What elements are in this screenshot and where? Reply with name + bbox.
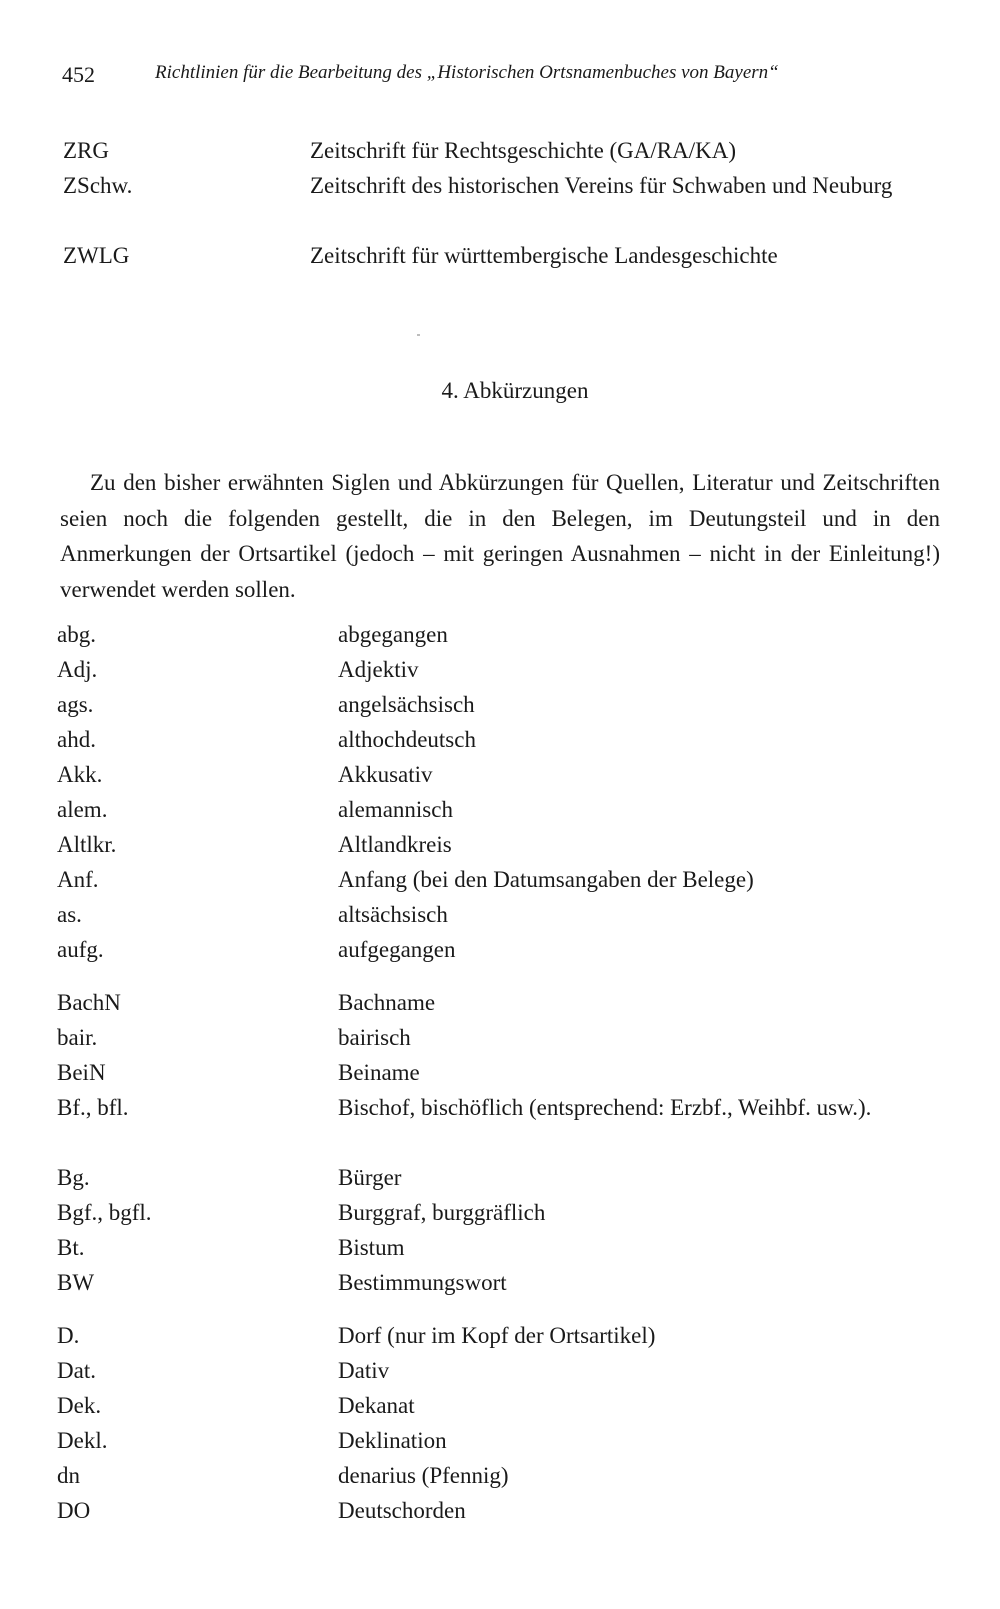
expansion: Altlandkreis — [338, 832, 452, 857]
abbreviation: BeiN — [57, 1060, 106, 1085]
expansion: Zeitschrift des historischen Vereins für Schwaben und Neuburg — [310, 173, 893, 198]
abbreviation: BW — [57, 1270, 95, 1295]
abbreviation: Bf., bfl. — [57, 1095, 129, 1120]
abbreviation: abg. — [57, 622, 96, 647]
list-item — [0, 687, 1000, 722]
section-heading: 4. Abkürzungen — [441, 378, 589, 403]
list-item — [0, 238, 1000, 273]
list-item — [0, 1493, 1000, 1528]
abbreviation: D. — [57, 1323, 80, 1348]
list-item — [0, 1388, 1000, 1423]
list-item — [0, 827, 1000, 862]
page-number: 452 — [62, 62, 95, 87]
journal-abbreviation-list — [0, 133, 1000, 273]
abbreviation: Dek. — [57, 1393, 102, 1418]
expansion: denarius (Pfennig) — [338, 1463, 509, 1488]
expansion: Bischof, bischöflich (entsprechend: Erzbf., Weihbf. usw.). — [338, 1095, 872, 1120]
list-item — [0, 652, 1000, 687]
expansion: Deklination — [338, 1428, 447, 1453]
expansion: altsächsisch — [338, 902, 448, 927]
abbreviation: alem. — [57, 797, 108, 822]
abbreviation: Akk. — [57, 762, 103, 787]
abbreviation: as. — [57, 902, 82, 927]
abbreviation: BachN — [57, 990, 121, 1015]
expansion: Adjektiv — [338, 657, 419, 682]
abbreviation: Altlkr. — [57, 832, 117, 857]
expansion: aufgegangen — [338, 937, 456, 962]
list-item — [0, 792, 1000, 827]
expansion: Bistum — [338, 1235, 405, 1260]
abbreviation: Bt. — [57, 1235, 85, 1260]
abbreviation: DO — [57, 1498, 91, 1523]
expansion: Beiname — [338, 1060, 420, 1085]
list-item — [0, 862, 1000, 897]
abbreviation: ZSchw. — [63, 173, 133, 198]
expansion: Akkusativ — [338, 762, 433, 787]
expansion: Dekanat — [338, 1393, 415, 1418]
expansion: Dativ — [338, 1358, 390, 1383]
expansion: Bestimmungswort — [338, 1270, 507, 1295]
abbreviation: aufg. — [57, 937, 104, 962]
abbreviation: ZRG — [63, 138, 109, 163]
list-item — [0, 1195, 1000, 1230]
running-title: Richtlinien für die Bearbeitung des „Historischen Ortsnamenbuches von Bayern“ — [155, 62, 779, 83]
abbreviation: Dekl. — [57, 1428, 108, 1453]
list-item — [0, 1423, 1000, 1458]
list-item — [0, 1265, 1000, 1300]
abbreviation: Dat. — [57, 1358, 96, 1383]
list-item — [0, 168, 1000, 238]
expansion: Anfang (bei den Datumsangaben der Belege) — [338, 867, 754, 892]
abbreviation: Bgf., bgfl. — [57, 1200, 152, 1225]
list-item — [0, 757, 1000, 792]
abbreviation: Anf. — [57, 867, 99, 892]
list-item — [0, 1055, 1000, 1090]
list-item — [0, 1458, 1000, 1493]
list-item — [0, 897, 1000, 932]
abbreviation: Adj. — [57, 657, 98, 682]
list-item — [0, 932, 1000, 967]
list-item — [0, 1020, 1000, 1055]
expansion: Bürger — [338, 1165, 402, 1190]
list-item — [0, 1160, 1000, 1195]
list-item — [0, 722, 1000, 757]
expansion: Deutschorden — [338, 1498, 466, 1523]
list-item — [0, 1090, 1000, 1160]
expansion: abgegangen — [338, 622, 448, 647]
list-item — [0, 1353, 1000, 1388]
expansion: alemannisch — [338, 797, 453, 822]
expansion: angelsächsisch — [338, 692, 475, 717]
expansion: Burggraf, burggräflich — [338, 1200, 546, 1225]
list-item — [0, 617, 1000, 652]
expansion: Zeitschrift für Rechtsgeschichte (GA/RA/KA) — [310, 138, 737, 163]
list-item — [0, 985, 1000, 1020]
expansion: althochdeutsch — [338, 727, 476, 752]
expansion: Bachname — [338, 990, 436, 1015]
abbreviation: bair. — [57, 1025, 98, 1050]
list-item — [0, 1230, 1000, 1265]
expansion: Dorf (nur im Kopf der Ortsartikel) — [338, 1323, 656, 1348]
expansion: bairisch — [338, 1025, 411, 1050]
list-item — [0, 133, 1000, 168]
decorative-dot — [417, 334, 420, 336]
abbreviation-list — [0, 617, 1000, 1528]
abbreviation: Bg. — [57, 1165, 90, 1190]
abbreviation: ZWLG — [63, 243, 130, 268]
list-item — [0, 1318, 1000, 1353]
intro-paragraph: Zu den bisher erwähnten Siglen und Abkürzungen für Quellen, Literatur und Zeitschriften seien noch die folgenden gestellt, die in den Belegen, im Deutungsteil und in den Anmerkungen der Ortsartikel (jedoch – mit geringen Ausnahmen – nicht in der Einleitung!) verwendet werden sollen. — [60, 470, 940, 602]
abbreviation: ahd. — [57, 727, 96, 752]
abbreviation: dn — [57, 1463, 80, 1488]
abbreviation: ags. — [57, 692, 94, 717]
expansion: Zeitschrift für württembergische Landesgeschichte — [310, 243, 778, 268]
